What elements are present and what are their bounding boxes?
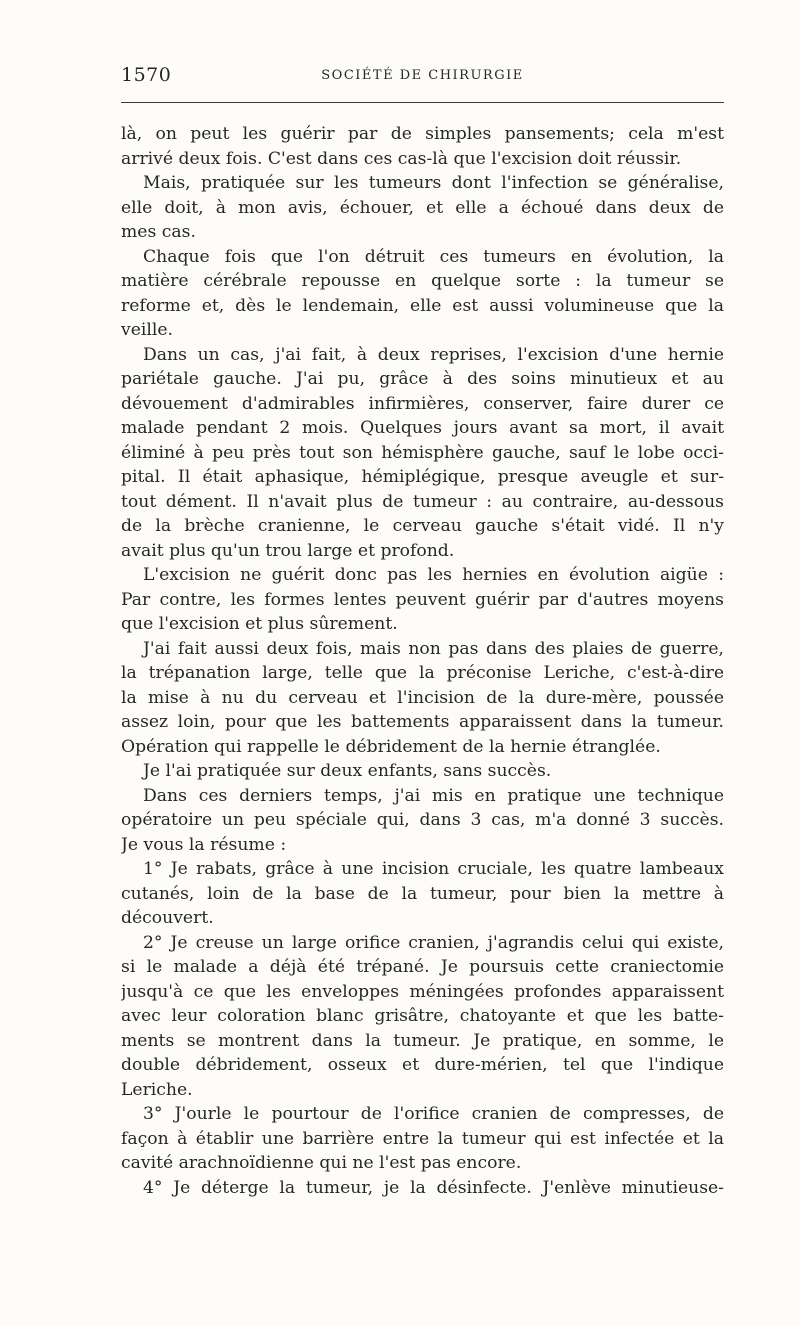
page-header — [121, 64, 724, 92]
text-line: découvert. — [121, 908, 214, 928]
text-line: reforme et, dès le lendemain, elle est aussi volumineuse que la — [121, 295, 724, 316]
text-line: 3° J'ourle le pourtour de l'orifice cranien de compresses, de — [143, 1104, 724, 1124]
text-line: mes cas. — [121, 222, 196, 242]
text-line: Chaque fois que l'on détruit ces tumeurs en évolution, la — [143, 246, 724, 267]
text-line: pariétale gauche. J'ai pu, grâce à des soins minutieux et au — [121, 369, 724, 389]
text-line: Par contre, les formes lentes peuvent guérir par d'autres moyens — [121, 589, 724, 610]
text-line: dévouement d'admirables infirmières, conserver, faire durer ce — [121, 393, 724, 414]
body-text — [121, 122, 724, 1200]
text-line: de la brèche cranienne, le cerveau gauche s'était vidé. Il n'y — [121, 516, 724, 536]
text-line: Leriche. — [121, 1079, 193, 1100]
text-line: Dans ces derniers temps, j'ai mis en pratique une technique — [143, 785, 724, 806]
running-title: SOCIÉTÉ DE CHIRURGIE — [321, 68, 524, 83]
text-line: Je l'ai pratiquée sur deux enfants, sans succès. — [143, 761, 552, 781]
text-line: cavité arachnoïdienne qui ne l'est pas encore. — [121, 1153, 522, 1173]
page-number: 1570 — [121, 64, 172, 86]
text-line: malade pendant 2 mois. Quelques jours avant sa mort, il avait — [121, 418, 724, 438]
text-line: assez loin, pour que les battements apparaissent dans la tumeur. — [121, 712, 724, 732]
text-line: 1° Je rabats, grâce à une incision cruciale, les quatre lambeaux — [143, 859, 724, 879]
text-line: elle doit, à mon avis, échouer, et elle a échoué dans deux de — [121, 197, 724, 218]
text-line: éliminé à peu près tout son hémisphère gauche, sauf le lobe occi- — [121, 442, 724, 463]
text-line: Je vous la résume : — [121, 834, 287, 855]
text-line: cutanés, loin de la base de la tumeur, pour bien la mettre à — [121, 883, 724, 904]
text-line: opératoire un peu spéciale qui, dans 3 cas, m'a donné 3 succès. — [121, 810, 724, 830]
text-line: Dans un cas, j'ai fait, à deux reprises, l'excision d'une hernie — [143, 344, 724, 365]
text-line: Mais, pratiquée sur les tumeurs dont l'infection se généralise, — [143, 173, 724, 193]
text-line: tout dément. Il n'avait plus de tumeur : au contraire, au-dessous — [121, 491, 724, 512]
text-line: façon à établir une barrière entre la tumeur qui est infectée et la — [121, 1128, 724, 1149]
text-line: ments se montrent dans la tumeur. Je pratique, en somme, le — [121, 1030, 724, 1051]
text-line: la trépanation large, telle que la préconise Leriche, c'est-à-dire — [121, 663, 724, 683]
text-line: J'ai fait aussi deux fois, mais non pas dans des plaies de guerre, — [143, 638, 724, 659]
text-line: L'excision ne guérit donc pas les hernies en évolution aigüe : — [143, 565, 724, 585]
text-line: 4° Je déterge la tumeur, je la désinfecte. J'enlève minutieuse- — [143, 1177, 724, 1198]
text-line: la mise à nu du cerveau et l'incision de la dure-mère, poussée — [121, 687, 724, 708]
header-rule — [121, 102, 724, 103]
text-line: double débridement, osseux et dure-mérien, tel que l'indique — [121, 1055, 724, 1075]
text-line: jusqu'à ce que les enveloppes méningées profondes apparaissent — [121, 981, 724, 1002]
text-line: veille. — [121, 320, 174, 340]
text-line: là, on peut les guérir par de simples pansements; cela m'est — [121, 124, 724, 144]
text-line: avait plus qu'un trou large et profond. — [121, 540, 455, 561]
text-line: pital. Il était aphasique, hémiplégique, presque aveugle et sur- — [121, 467, 724, 487]
text-line: matière cérébrale repousse en quelque sorte : la tumeur se — [121, 271, 724, 291]
text-line: 2° Je creuse un large orifice cranien, j'agrandis celui qui existe, — [143, 932, 724, 953]
text-line: avec leur coloration blanc grisâtre, chatoyante et que les batte- — [121, 1006, 724, 1026]
text-line: que l'excision et plus sûrement. — [121, 614, 398, 634]
text-line: Opération qui rappelle le débridement de la hernie étranglée. — [121, 736, 661, 757]
text-line: arrivé deux fois. C'est dans ces cas-là que l'excision doit réussir. — [121, 148, 682, 169]
text-line: si le malade a déjà été trépané. Je poursuis cette craniectomie — [121, 957, 724, 977]
